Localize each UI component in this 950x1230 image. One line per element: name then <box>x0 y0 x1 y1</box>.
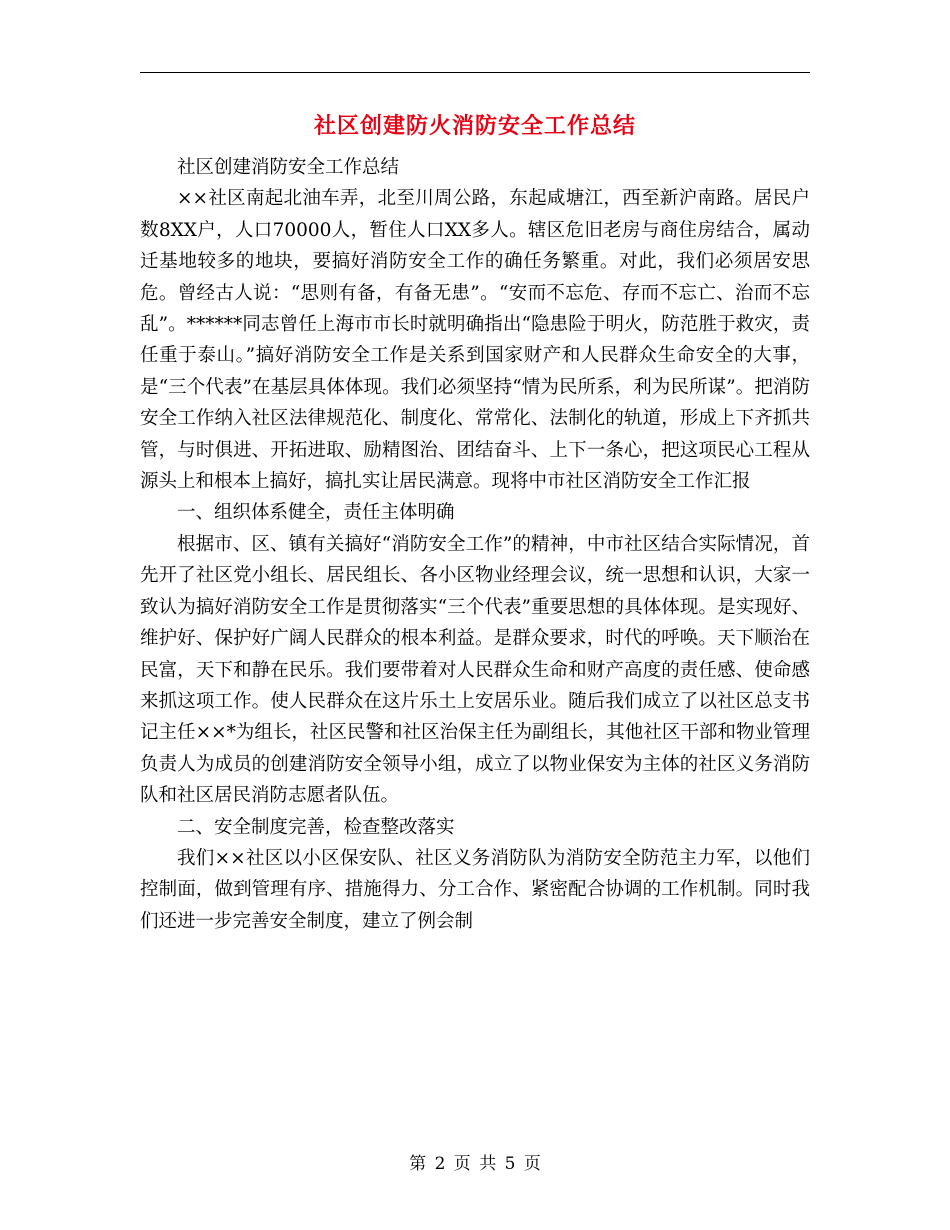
document-title: 社区创建防火消防安全工作总结 <box>313 113 636 139</box>
paragraph-intro: ××社区南起北油车弄，北至川周公路，东起咸塘江，西至新沪南路。居民户数8XX户，人口70000人，暂住人口XX多人。辖区危旧老房与商住房结合，属动迁基地较多的地块，要搞好消防安全工作的确任务繁重。对此，我们必须居安思危。曾经古人说：“思则有备，有备无患”。“安而不忘危、存而不忘亡、治而不忘乱”。******同志曾任上海市市长时就明确指出“隐患险于明火，防范胜于救灾，责任重于泰山。”搞好消防安全工作是关系到国家财产和人民群众生命安全的大事，是“三个代表”在基层具体体现。我们必须坚持“情为民所系，利为民所谋”。把消防安全工作纳入社区法律规范化、制度化、常常化、法制化的轨道，形成上下齐抓共管，与时俱进、开拓进取、励精图治、团结奋斗、上下一条心，把这项民心工程从源头上和根本上搞好，搞扎实让居民满意。现将中市社区消防安全工作汇报 <box>140 188 810 493</box>
header-rule <box>140 72 810 73</box>
paragraph-section-1: 根据市、区、镇有关搞好“消防安全工作”的精神，中市社区结合实际情况，首先开了社区党小组长、居民组长、各小区物业经理会议，统一思想和认识，大家一致认为搞好消防安全工作是贯彻落实“三个代表”重要思想的具体体现。是实现好、维护好、保护好广阔人民群众的根本利益。是群众要求，时代的呼唤。天下顺治在民富，天下和静在民乐。我们要带着对人民群众生命和财产高度的责任感、使命感来抓这项工作。使人民群众在这片乐土上安居乐业。随后我们成立了以社区总支书记主任××*为组长，社区民警和社区治保主任为副组长，其他社区干部和物业管理负责人为成员的创建消防安全领导小组，成立了以物业保安为主体的社区义务消防队和社区居民消防志愿者队伍。 <box>140 533 810 807</box>
page-number: 第 2 页 共 5 页 <box>409 1154 541 1174</box>
section-heading-1: 一、组织体系健全，责任主体明确 <box>177 502 455 524</box>
paragraph-section-2: 我们××社区以小区保安队、社区义务消防队为消防安全防范主力军，以他们控制面，做到管理有序、措施得力、分工合作、紧密配合协调的工作机制。同时我们还进一步完善安全制度，建立了例会制 <box>140 847 810 932</box>
paragraph-subtitle: 社区创建消防安全工作总结 <box>177 157 400 178</box>
document-body <box>140 152 810 937</box>
section-heading-2: 二、安全制度完善，检查整改落实 <box>177 816 455 838</box>
